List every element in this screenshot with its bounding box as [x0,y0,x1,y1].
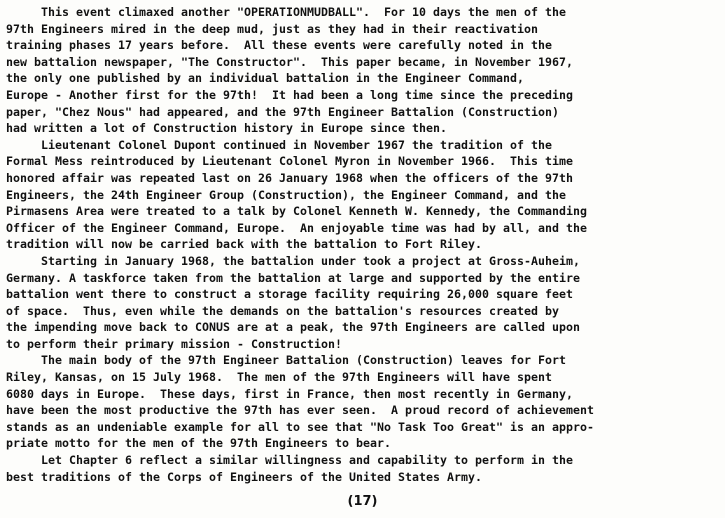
text-line: to perform their primary mission - Construction! [6,336,343,351]
text-line: battalion went there to construct a storage facility requiring 26,000 square feet [6,287,574,302]
text-line: Starting in January 1968, the battalion under took a project at Gross-Auheim, [6,253,581,268]
text-line: the impending move back to CONUS are at a peak, the 97th Engineers are called upon [6,320,581,335]
text-line: the only one published by an individual battalion in the Engineer Command, [6,71,525,86]
text-line: have been the most productive the 97th has ever seen. A proud record of achievement [6,403,595,418]
text-line: tradition will now be carried back with the battalion to Fort Riley. [6,237,483,252]
text-line: 6080 days in Europe. These days, first in France, then most recently in Germany, [6,386,574,401]
text-line: Engineers, the 24th Engineer Group (Construction), the Engineer Command, and the [6,187,567,202]
text-line: The main body of the 97th Engineer Battalion (Construction) leaves for Fort [6,353,567,368]
text-line: Europe - Another first for the 97th! It had been a long time since the preceding [6,87,574,102]
text-line: training phases 17 years before. All these events were carefully noted in the [6,38,553,53]
text-line: Officer of the Engineer Command, Europe. An enjoyable time was had by all, and the [6,220,588,235]
text-line: honored affair was repeated last on 26 January 1968 when the officers of the 97th [6,170,574,185]
document-body-text [6,4,722,485]
text-line: Germany. A taskforce taken from the battalion at large and supported by the entire [6,270,581,285]
text-line: had written a lot of Construction history in Europe since then. [6,121,448,136]
text-line: Pirmasens Area were treated to a talk by Colonel Kenneth W. Kennedy, the Commanding [6,204,588,219]
text-line: 97th Engineers mired in the deep mud, just as they had in their reactivation [6,21,539,36]
text-line: This event climaxed another "OPERATIONMUDBALL". For 10 days the men of the [6,5,567,19]
text-line: Let Chapter 6 reflect a similar willingness and capability to perform in the [6,453,574,468]
text-line: paper, "Chez Nous" had appeared, and the 97th Engineer Battalion (Construction) [6,104,560,119]
text-line: new battalion newspaper, "The Constructor". This paper became, in November 1967, [6,54,574,69]
text-line: stands as an undeniable example for all to see that "No Task Too Great" is an appro- [6,419,595,434]
text-line: of space. Thus, even while the demands on the battalion's resources created by [6,303,560,318]
text-line: Lieutenant Colonel Dupont continued in November 1967 the tradition of the [6,137,553,152]
text-line: best traditions of the Corps of Engineers of the United States Army. [6,469,483,484]
text-line: Riley, Kansas, on 15 July 1968. The men of the 97th Engineers will have spent [6,370,553,385]
text-line: priate motto for the men of the 97th Engineers to bear. [6,436,392,451]
page-number: (17) [347,494,378,509]
text-line: Formal Mess reintroduced by Lieutenant Colonel Myron in November 1966. This time [6,154,574,169]
